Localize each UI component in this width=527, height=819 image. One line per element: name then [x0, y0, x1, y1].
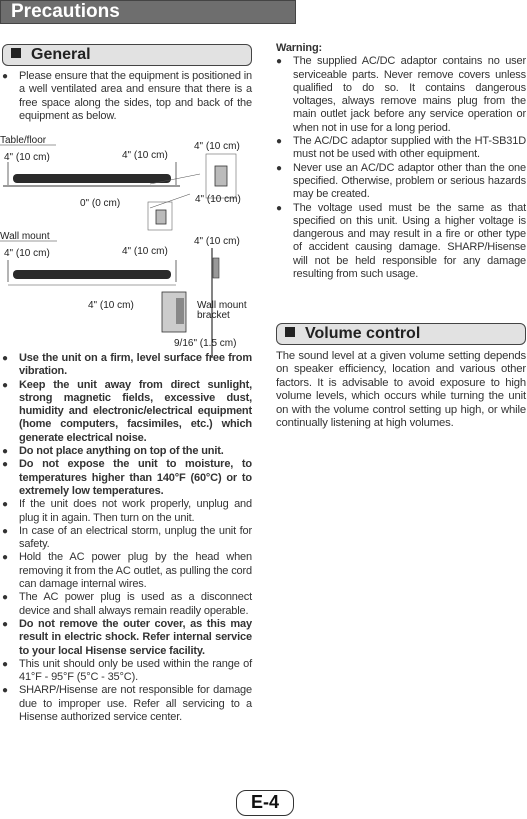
warning-item: ● The AC/DC adaptor supplied with the HT-SB31D must not be used with other equipment.: [276, 135, 526, 162]
dim-left-wall: 4" (10 cm): [4, 248, 50, 259]
list-item: ● Do not remove the outer cover, as this may result in electric shock. Refer internal service to your local Hisense service facility.: [2, 618, 252, 658]
dim-zero: 0" (0 cm): [80, 198, 121, 209]
bracket-label-2: bracket: [197, 310, 230, 321]
dim-top-right-table: 4" (10 cm): [194, 141, 240, 152]
general-intro: ● Please ensure that the equipment is positioned in a well ventilated area and ensure that there is a free space along the sides, top and back of the equipment as below.: [2, 70, 252, 123]
warning-block: [276, 42, 526, 281]
soundbar-wall: [13, 270, 171, 279]
label-table-floor: Table/floor: [0, 135, 47, 146]
general-heading: [2, 44, 252, 66]
list-item: ● Hold the AC power plug by the head when removing it from the AC outlet, as pulling the cord can damage internal wires.: [2, 551, 252, 591]
general-intro-block: [2, 70, 252, 123]
list-item: ● This unit should only be used within the range of 41°F - 95°F (5°C - 35°C).: [2, 658, 252, 685]
clearance-diagram: [0, 130, 255, 362]
list-item: ● Use the unit on a firm, level surface free from vibration.: [2, 352, 252, 379]
bracket-label-1: Wall mount: [197, 300, 247, 311]
warning-item: ● Never use an AC/DC adaptor other than the one specified. Otherwise, problem or serious hazards may be created.: [276, 162, 526, 202]
warning-label: Warning:: [276, 42, 323, 54]
dim-left-table: 4" (10 cm): [4, 152, 50, 163]
square-bullet-icon: [11, 48, 21, 58]
list-item: ● In case of an electrical storm, unplug the unit for safety.: [2, 525, 252, 552]
dim-top-wall: 4" (10 cm): [122, 246, 168, 257]
general-list: [2, 352, 252, 724]
warning-item: ● The supplied AC/DC adaptor contains no user serviceable parts. Never remove covers unless qualified to do so. It contains dangerous voltages, always remove mains plug from the main outlet jack before any service operation or when not in use for a long period.: [276, 55, 526, 135]
page-number: E-4: [236, 790, 294, 816]
dim-top-right-wall: 4" (10 cm): [194, 236, 240, 247]
dim-side-table: 4" (10 cm): [195, 194, 241, 205]
list-item: ● Keep the unit away from direct sunlight, strong magnetic fields, excessive dust, humidity and electronic/electrical equipment (home computers, facsimiles, etc.) which generate electrical noise.: [2, 379, 252, 445]
list-item: ● SHARP/Hisense are not responsible for damage due to improper use. Refer all servicing to a Hisense authorized service center.: [2, 684, 252, 724]
volume-heading: [276, 323, 526, 345]
dim-bottom-wall: 4" (10 cm): [88, 300, 134, 311]
dim-9-16: 9/16" (1.5 cm): [174, 338, 237, 349]
volume-text: The sound level at a given volume setting depends on speaker efficiency, location and various other factors. It is advisable to avoid exposure to high volume levels, which occurs while turning the unit on with the volume control setting up high, or while continually listening at high volumes.: [276, 350, 526, 430]
list-item: ● The AC power plug is used as a disconnect device and shall always remain readily operable.: [2, 591, 252, 618]
list-item: ● Do not place anything on top of the unit.: [2, 445, 252, 458]
list-item: ● Do not expose the unit to moisture, to temperatures higher than 140°F (60°C) or to extremely low temperatures.: [2, 458, 252, 498]
dim-top-table: 4" (10 cm): [122, 150, 168, 161]
list-item: ● If the unit does not work properly, unplug and plug it in again. Then turn on the unit.: [2, 498, 252, 525]
general-heading-label: General: [31, 46, 91, 63]
label-wall-mount: Wall mount: [0, 231, 50, 242]
page-title: Precautions: [0, 0, 296, 24]
volume-heading-label: Volume control: [305, 325, 421, 342]
square-bullet-icon: [285, 327, 295, 337]
warning-item: ● The voltage used must be the same as that specified on this unit. Using a higher voltage is dangerous and may result in a fire or other type of accident causing damage. SHARP/Hisense will not be held responsible for any damage resulting from such usage.: [276, 202, 526, 282]
soundbar-table: [13, 174, 171, 183]
